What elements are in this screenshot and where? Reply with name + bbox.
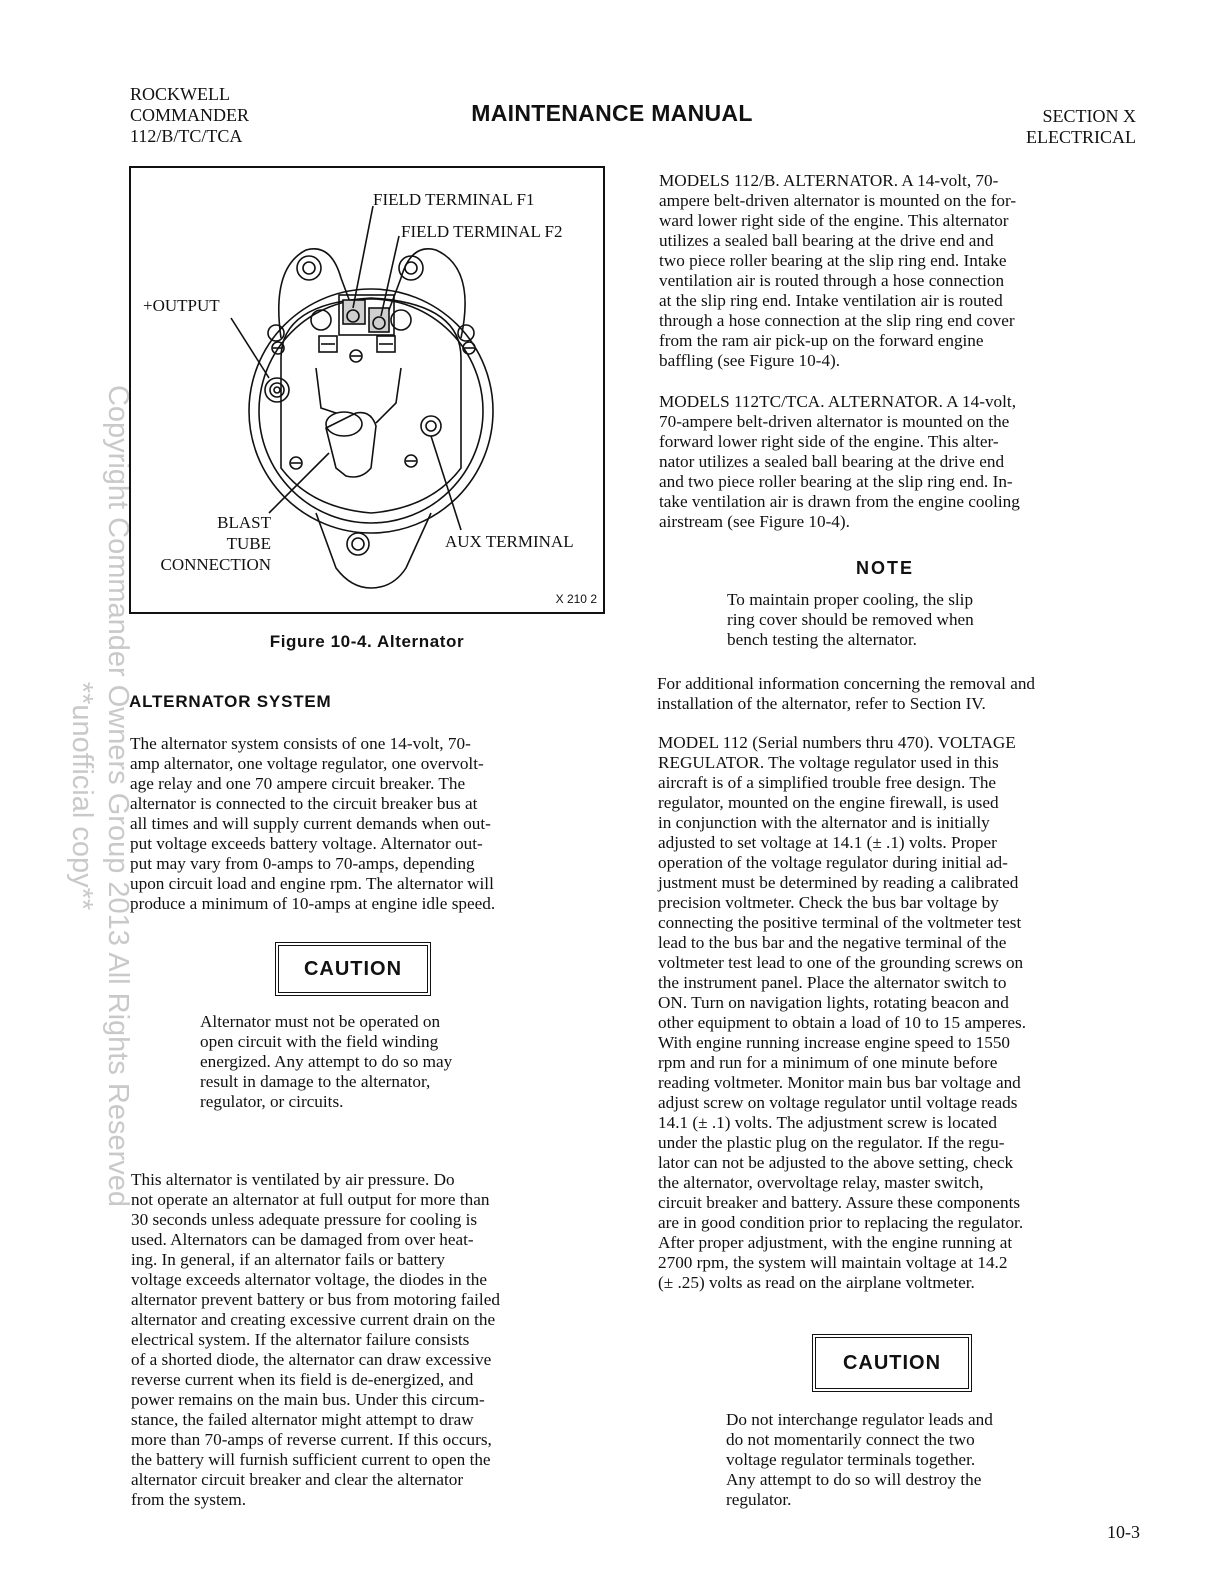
label-field-terminal-f1: FIELD TERMINAL F1 [373,190,535,209]
page-number: 10-3 [1107,1522,1140,1542]
note-text: To maintain proper cooling, the slip ring cover should be removed when bench testing the alternator. [727,590,974,649]
models-112tc-paragraph: MODELS 112TC/TCA. ALTERNATOR. A 14-volt, 70-ampere belt-driven alternator is mounted on the forward lower right side of the engine. This alter- nator utilizes a sealed ball bearing at the drive end and two piece roller bearing at the slip ring end. In- take ventilation air is drawn from the engine cooling airstream (see Figure 10-4). [659,392,1020,531]
label-blast-tube-connection: BLAST TUBE CONNECTION [160,513,271,574]
watermark-line-2: **unofficial copy** [66,681,98,911]
models-112b-paragraph: MODELS 112/B. ALTERNATOR. A 14-volt, 70- ampere belt-driven alternator is mounted on the for- ward lower right side of the engine. This alternator utilizes a sealed ball bearing at the drive end and two piece roller bearing at the slip ring end. Intake ventilation air is routed through a hose connection at the slip ring end. Intake ventilation air is routed through a hose connection at the slip ring end cover from the ram air pick-up on the forward engine baffling (see Figure 10-4). [659,171,1017,370]
header-product: COMMANDER [130,105,250,125]
note-label: NOTE [855,558,914,578]
copyright-watermark [64,296,136,1296]
alternator-system-paragraph: The alternator system consists of one 14-volt, 70- amp alternator, one voltage regulator, one overvolt- age relay and one 70 ampere circuit breaker. The alternator is connected to the circuit breaker bus at all times and will supply current demands when out- put voltage exceeds battery voltage. Alternator out- put may vary from 0-amps to 70-amps, depending upon circuit load and engine rpm. The alternator will produce a minimum of 10-amps at engine idle speed. [130,734,496,913]
caution-text-right: Do not interchange regulator leads and do not momentarily connect the two voltage regulator terminals together. Any attempt to do so will destroy the regulator. [726,1410,993,1509]
label-aux-terminal: AUX TERMINAL [445,532,574,551]
header-models: 112/B/TC/TCA [130,126,243,146]
label-output: +OUTPUT [143,296,220,315]
caution-box-left: CAUTION [275,942,431,996]
watermark-line-1: Copyright Commander Owners Group 2013 All Rights Reserved [102,384,134,1208]
ventilation-paragraph: This alternator is ventilated by air pressure. Do not operate an alternator at full output for more than 30 seconds unless adequate pressure for cooling is used. Alternators can be damaged from over heat- ing. In general, if an alternator fails or battery voltage exceeds alternator voltage, the diodes in the alternator prevent battery or bus from motoring failed alternator and creating excessive current drain on the electrical system. If the alternator failure consists of a shorted diode, the alternator can draw excessive reverse current when its field is de-energized, and power remains on the main bus. Under this circum- stance, the failed alternator might attempt to draw more than 70-amps of reverse current. If this occurs, the battery will furnish sufficient current to open the alternator circuit breaker and clear the alternator from the system. [131,1170,500,1509]
figure-alternator [129,166,605,614]
header-right [1026,106,1136,148]
header-section: SECTION X [1042,106,1136,126]
figure-caption: Figure 10-4. Alternator [269,632,465,651]
label-field-terminal-f2: FIELD TERMINAL F2 [401,222,563,241]
removal-reference-paragraph: For additional information concerning the removal and installation of the alternator, refer to Section IV. [657,674,1036,713]
page-title: MAINTENANCE MANUAL [471,100,753,126]
voltage-regulator-paragraph: MODEL 112 (Serial numbers thru 470). VOLTAGE REGULATOR. The voltage regulator used in this aircraft is of a simplified trouble free design. The regulator, mounted on the engine firewall, is used in conjunction with the alternator and is initially adjusted to set voltage at 14.1 (± .1) volts. Proper operation of the voltage regulator during initial ad- justment must be determined by reading a calibrated precision voltmeter. Check the bus bar voltage by connecting the positive terminal of the voltmeter test lead to the bus bar and the negative terminal of the voltmeter test lead to one of the grounding screws on the instrument panel. Place the alternator switch to ON. Turn on navigation lights, rotating beacon and other equipment to obtain a load of 10 to 15 amperes. With engine running increase engine speed to 1550 rpm and run for a minimum of one minute before reading voltmeter. Monitor main bus bar voltage and adjust screw on voltage regulator until voltage reads 14.1 (± .1) volts. The adjustment screw is located under the plastic plug on the regulator. If the regu- lator can not be adjusted to the above setting, check the alternator, overvoltage relay, master switch, circuit breaker and battery. Assure these components are in good condition prior to replacing the regulator. After proper adjustment, with the engine running at 2700 rpm, the system will maintain voltage at 14.2 (± .25) volts as read on the airplane voltmeter. [658,733,1027,1292]
header-company: ROCKWELL [130,84,230,104]
figure-code: X 210 2 [555,592,597,606]
caution-box-right: CAUTION [812,1334,972,1392]
caution-text-left: Alternator must not be operated on open circuit with the field winding energized. Any attempt to do so may result in damage to the alternator, regulator, or circuits. [200,1012,453,1111]
header-subsection: ELECTRICAL [1026,127,1136,147]
section-heading-alternator-system: ALTERNATOR SYSTEM [129,692,332,711]
